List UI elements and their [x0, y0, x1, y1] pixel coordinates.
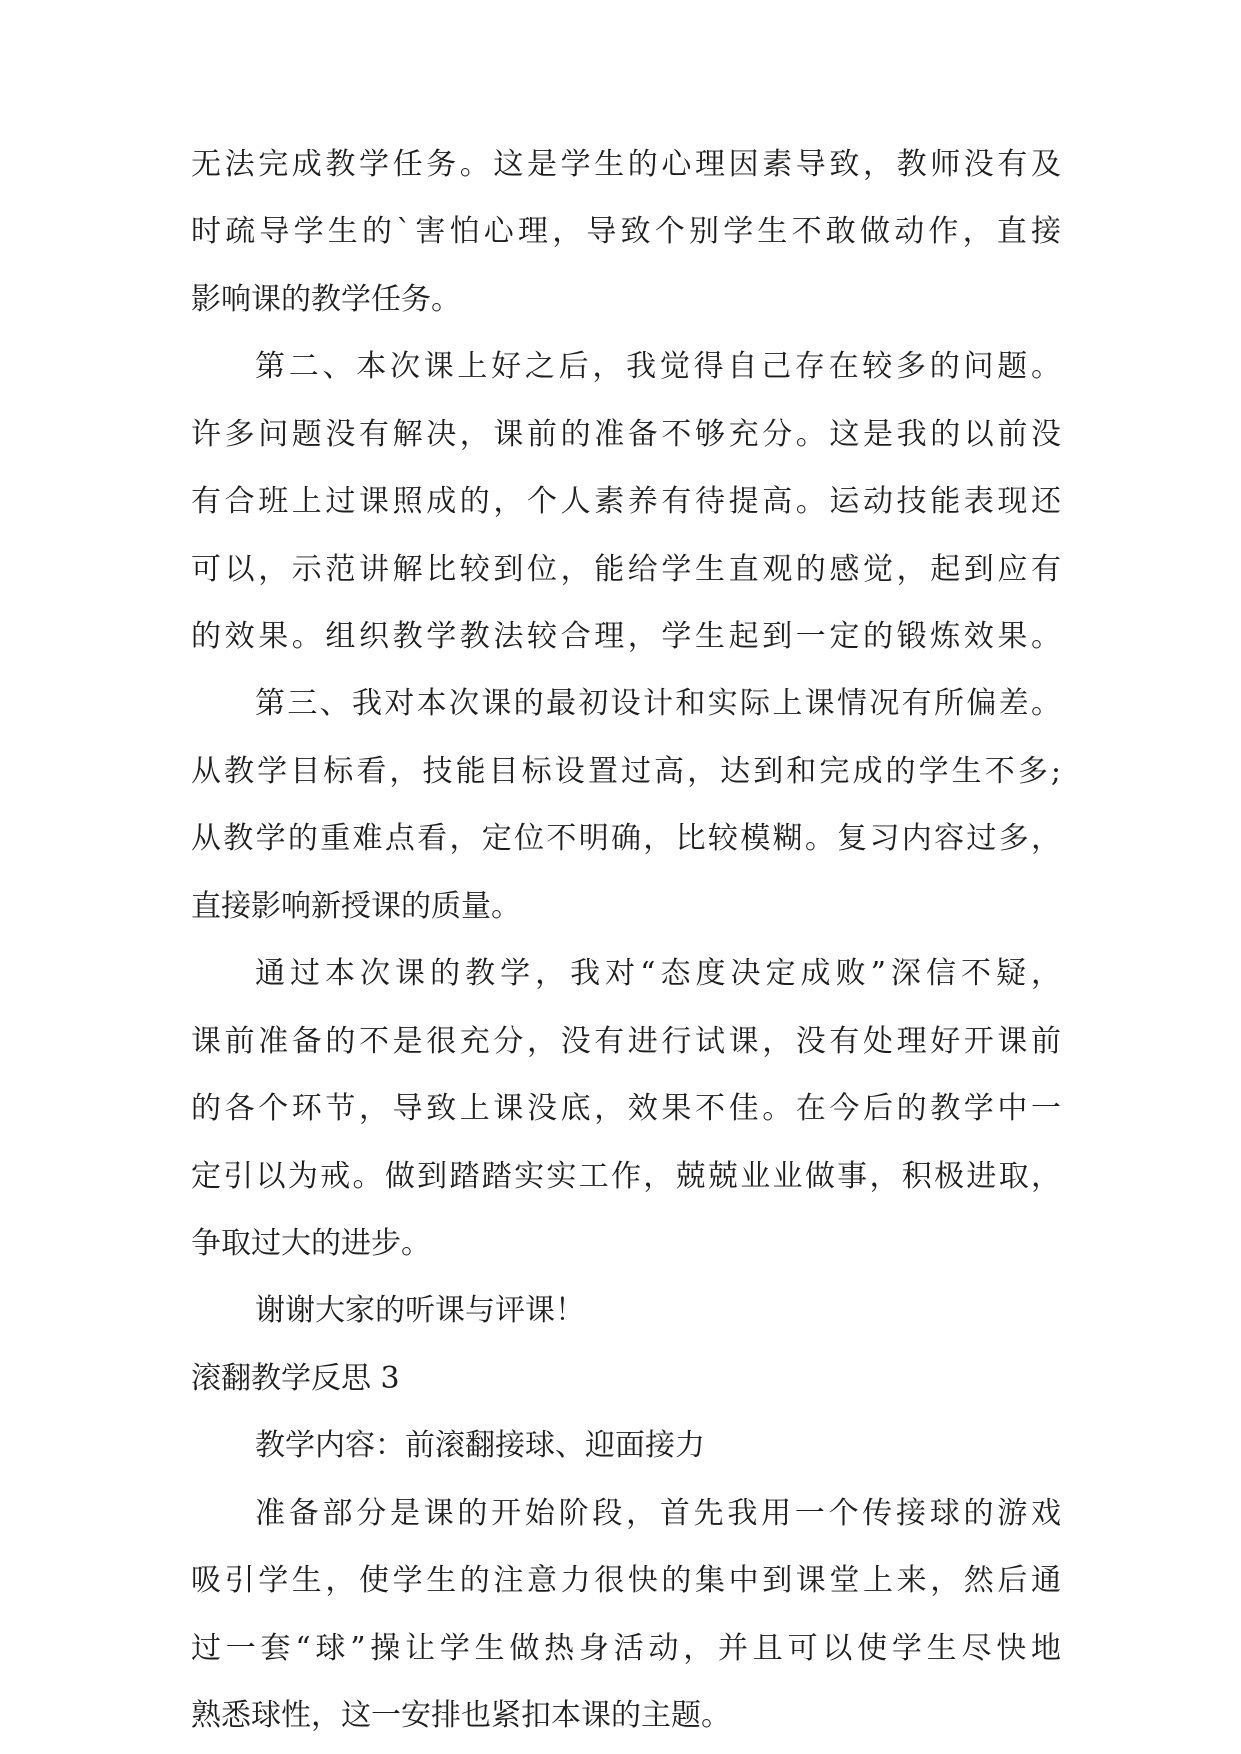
paragraph-line: 从教学的重难点看，定位不明确，比较模糊。复习内容过多，	[191, 821, 1061, 856]
closing-line: 谢谢大家的听课与评课！	[255, 1293, 585, 1328]
paragraph-line: 时疏导学生的`害怕心理，导致个别学生不敢做动作，直接	[191, 214, 1061, 249]
paragraph-line: 的各个环节，导致上课没底，效果不佳。在今后的教学中一	[191, 1091, 1061, 1126]
paragraph-line: 的效果。组织教学教法较合理，学生起到一定的锻炼效果。	[191, 619, 1061, 654]
paragraph-line: 过一套“球”操让学生做热身活动，并且可以使学生尽快地	[191, 1631, 1061, 1666]
paragraph-first-line: 准备部分是课的开始阶段，首先我用一个传接球的游戏	[255, 1496, 1061, 1531]
paragraph-line: 吸引学生，使学生的注意力很快的集中到课堂上来，然后通	[191, 1563, 1061, 1598]
paragraph-line: 有合班上过课照成的，个人素养有待提高。运动技能表现还	[191, 484, 1061, 519]
paragraph-line: 直接影响新授课的质量。	[191, 889, 521, 924]
paragraph-line: 影响课的教学任务。	[191, 282, 461, 317]
paragraph-first-line: 第二、本次课上好之后，我觉得自己存在较多的问题。	[255, 349, 1061, 384]
paragraph-line: 可以，示范讲解比较到位，能给学生直观的感觉，起到应有	[191, 552, 1061, 587]
paragraph-first-line: 第三、我对本次课的最初设计和实际上课情况有所偏差。	[255, 686, 1061, 721]
paragraph-line: 许多问题没有解决，课前的准备不够充分。这是我的以前没	[191, 417, 1061, 452]
section-heading: 滚翻教学反思 3	[191, 1361, 400, 1396]
paragraph-line: 熟悉球性，这一安排也紧扣本课的主题。	[191, 1698, 731, 1733]
paragraph-line: 从教学目标看，技能目标设置过高，达到和完成的学生不多;	[191, 754, 1061, 789]
teaching-content-line: 教学内容：前滚翻接球、迎面接力	[255, 1428, 705, 1463]
paragraph-line: 课前准备的不是很充分，没有进行试课，没有处理好开课前	[191, 1024, 1061, 1059]
paragraph-line: 定引以为戒。做到踏踏实实工作，兢兢业业做事，积极进取，	[191, 1159, 1061, 1194]
paragraph-line: 无法完成教学任务。这是学生的心理因素导致，教师没有及	[191, 147, 1061, 182]
paragraph-first-line: 通过本次课的教学，我对“态度决定成败”深信不疑，	[255, 956, 1061, 991]
paragraph-line: 争取过大的进步。	[191, 1226, 431, 1261]
